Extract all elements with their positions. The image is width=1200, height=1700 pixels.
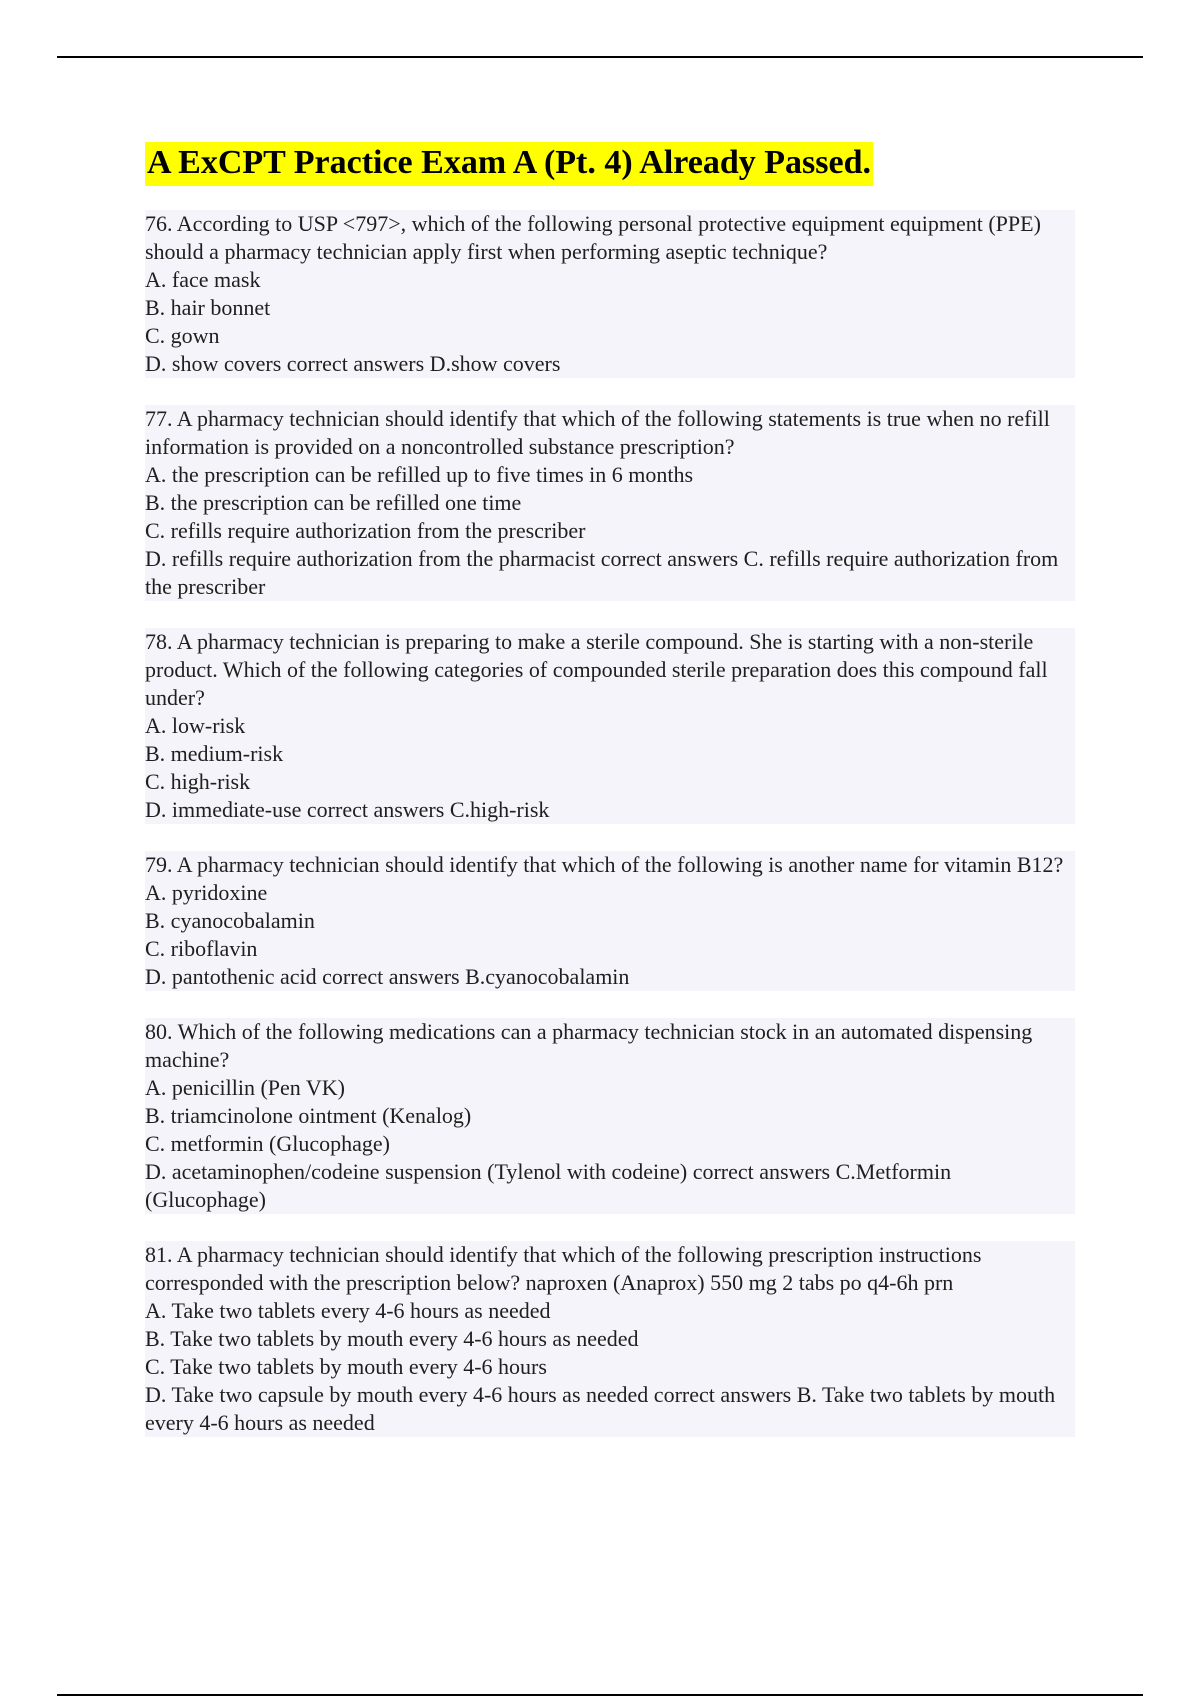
question-text: 78. A pharmacy technician is preparing to make a sterile compound. She is starting with a non-sterile product. Which of the following categories of compounded sterile preparation does this compound fall under? <box>145 628 1075 712</box>
option-a: A. face mask <box>145 266 1075 294</box>
document-body <box>145 142 1075 1464</box>
option-d-answer: D. refills require authorization from the pharmacist correct answers C. refills require authorization from the prescriber <box>145 545 1075 601</box>
question-text: 80. Which of the following medications can a pharmacy technician stock in an automated dispensing machine? <box>145 1018 1075 1074</box>
option-b: B. cyanocobalamin <box>145 907 1075 935</box>
question-76 <box>145 210 1075 378</box>
question-text: 79. A pharmacy technician should identify that which of the following is another name for vitamin B12? <box>145 851 1075 879</box>
option-a: A. Take two tablets every 4-6 hours as needed <box>145 1297 1075 1325</box>
bottom-rule <box>57 1694 1143 1696</box>
option-b: B. medium-risk <box>145 740 1075 768</box>
option-d-answer: D. immediate-use correct answers C.high-risk <box>145 796 1075 824</box>
option-b: B. hair bonnet <box>145 294 1075 322</box>
option-d-answer: D. pantothenic acid correct answers B.cyanocobalamin <box>145 963 1075 991</box>
option-a: A. the prescription can be refilled up to five times in 6 months <box>145 461 1075 489</box>
option-a: A. pyridoxine <box>145 879 1075 907</box>
question-80 <box>145 1018 1075 1214</box>
question-77 <box>145 405 1075 601</box>
question-79 <box>145 851 1075 991</box>
question-text: 76. According to USP <797>, which of the following personal protective equipment equipment (PPE) should a pharmacy technician apply first when performing aseptic technique? <box>145 210 1075 266</box>
option-c: C. Take two tablets by mouth every 4-6 hours <box>145 1353 1075 1381</box>
option-d-answer: D. show covers correct answers D.show covers <box>145 350 1075 378</box>
question-81 <box>145 1241 1075 1437</box>
option-b: B. the prescription can be refilled one time <box>145 489 1075 517</box>
question-text: 81. A pharmacy technician should identify that which of the following prescription instructions corresponded with the prescription below? naproxen (Anaprox) 550 mg 2 tabs po q4-6h prn <box>145 1241 1075 1297</box>
option-c: C. refills require authorization from the prescriber <box>145 517 1075 545</box>
option-b: B. triamcinolone ointment (Kenalog) <box>145 1102 1075 1130</box>
document-title: A ExCPT Practice Exam A (Pt. 4) Already Passed. <box>145 142 873 186</box>
option-d-answer: D. Take two capsule by mouth every 4-6 hours as needed correct answers B. Take two tablets by mouth every 4-6 hours as needed <box>145 1381 1075 1437</box>
option-c: C. high-risk <box>145 768 1075 796</box>
option-d-answer: D. acetaminophen/codeine suspension (Tylenol with codeine) correct answers C.Metformin (Glucophage) <box>145 1158 1075 1214</box>
option-c: C. metformin (Glucophage) <box>145 1130 1075 1158</box>
option-c: C. gown <box>145 322 1075 350</box>
top-rule <box>57 56 1143 58</box>
option-c: C. riboflavin <box>145 935 1075 963</box>
question-78 <box>145 628 1075 824</box>
option-a: A. low-risk <box>145 712 1075 740</box>
option-a: A. penicillin (Pen VK) <box>145 1074 1075 1102</box>
option-b: B. Take two tablets by mouth every 4-6 hours as needed <box>145 1325 1075 1353</box>
question-text: 77. A pharmacy technician should identify that which of the following statements is true when no refill information is provided on a noncontrolled substance prescription? <box>145 405 1075 461</box>
